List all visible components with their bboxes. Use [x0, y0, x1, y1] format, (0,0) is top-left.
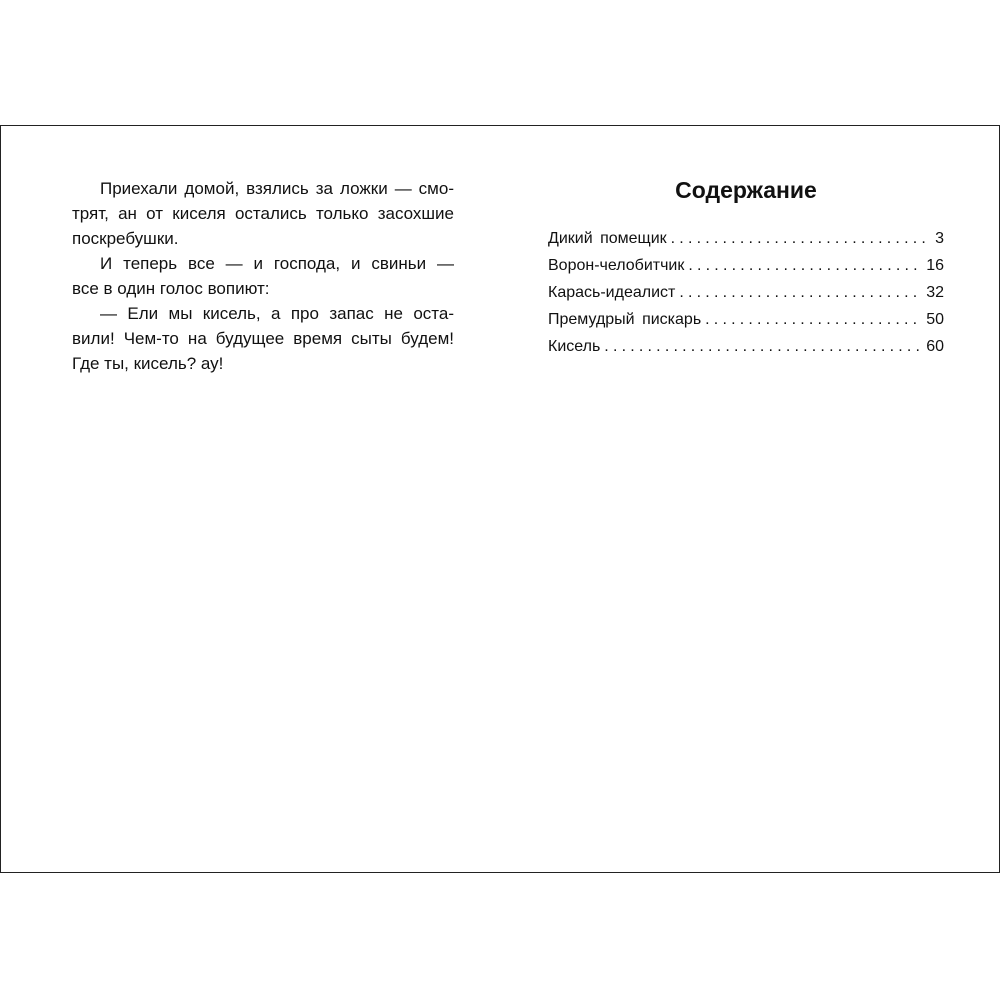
toc-entry[interactable]	[548, 306, 944, 333]
text-line: поскребушки.	[72, 229, 179, 248]
paragraph	[72, 176, 454, 251]
toc-entry[interactable]	[548, 333, 944, 360]
text-line: трят, ан от киселя остались только засохшие	[72, 204, 454, 223]
toc-entry-page: 32	[926, 284, 944, 301]
paragraph	[72, 301, 454, 376]
table-of-contents	[548, 176, 944, 360]
toc-entry-title: Кисель	[548, 338, 601, 355]
text-line: Где ты, кисель? ау!	[72, 354, 224, 373]
dot-leader	[705, 306, 922, 333]
text-line: Приехали домой, взялись за ложки — смо-	[100, 179, 454, 198]
toc-entry-title: Дикий помещик	[548, 230, 667, 247]
left-page-text	[72, 176, 454, 376]
toc-entry-title: Ворон-челобитчик	[548, 257, 685, 274]
dot-leader	[671, 225, 931, 252]
book-spread	[0, 125, 1000, 873]
text-line: вили! Чем-то на будущее время сыты будем!	[72, 329, 454, 348]
text-line: И теперь все — и господа, и свиньи —	[100, 254, 454, 273]
toc-entry[interactable]	[548, 225, 944, 252]
dot-leader	[679, 279, 922, 306]
toc-title: Содержание	[675, 177, 817, 203]
toc-entry-page: 60	[926, 338, 944, 355]
text-line: — Ели мы кисель, а про запас не оста-	[100, 304, 454, 323]
dot-leader	[688, 252, 922, 279]
toc-list	[548, 225, 944, 360]
toc-entry-page: 50	[926, 311, 944, 328]
toc-entry-page: 3	[935, 230, 944, 247]
toc-entry-title: Премудрый пискарь	[548, 311, 702, 328]
toc-entry-page: 16	[926, 257, 944, 274]
dot-leader	[604, 333, 922, 360]
text-line: все в один голос вопиют:	[72, 279, 270, 298]
toc-entry-title: Карась-идеалист	[548, 284, 676, 301]
paragraph	[72, 251, 454, 301]
toc-entry[interactable]	[548, 252, 944, 279]
toc-entry[interactable]	[548, 279, 944, 306]
